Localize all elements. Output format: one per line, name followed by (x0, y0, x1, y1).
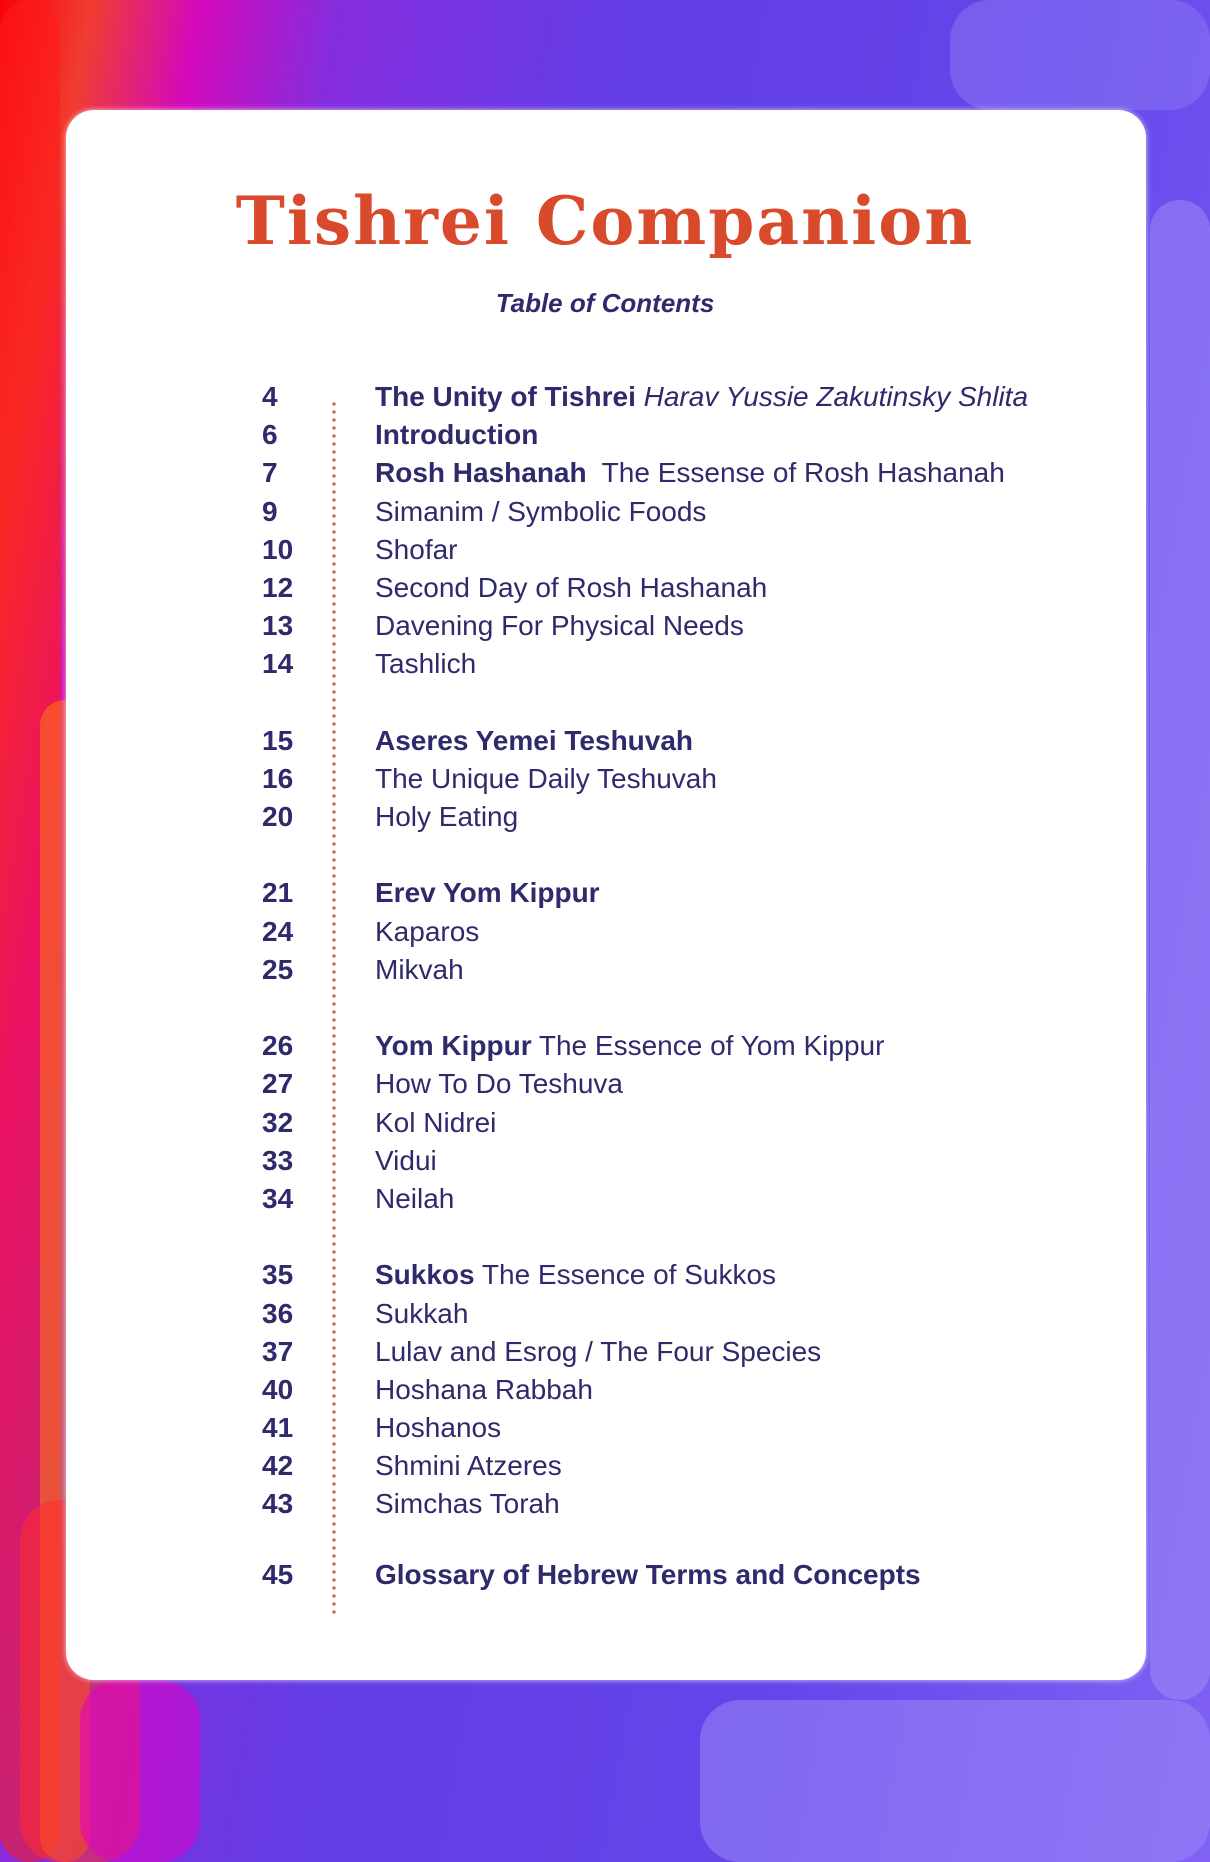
entry-title: Hoshanos (375, 1412, 502, 1444)
toc-entry[interactable] (262, 1065, 1062, 1103)
section-title: Aseres Yemei Teshuvah (375, 724, 694, 756)
entry-title: Kol Nidrei (375, 1106, 497, 1138)
entry-title: Second Day of Rosh Hashanah (375, 571, 768, 603)
entry-title: The Essence of Yom Kippur (538, 1030, 885, 1062)
page-number: 33 (262, 1144, 294, 1176)
entry-title: Shofar (375, 533, 458, 565)
page-number: 26 (262, 1030, 294, 1062)
toc-entry[interactable] (262, 760, 1062, 798)
table-of-contents (262, 378, 1062, 1594)
page-subtitle: Table of Contents (495, 288, 715, 318)
page-number: 43 (262, 1488, 294, 1520)
paint-streak (1150, 200, 1210, 1700)
entry-title: The Unique Daily Teshuvah (375, 762, 717, 794)
section-title: Sukkos (375, 1259, 475, 1291)
page-number: 37 (262, 1335, 294, 1367)
page-number: 20 (262, 801, 294, 833)
entry-title: Simchas Torah (375, 1488, 560, 1520)
page-number: 25 (262, 953, 294, 985)
toc-entry[interactable] (262, 493, 1062, 531)
page-number: 21 (262, 877, 294, 909)
page-number: 35 (262, 1259, 294, 1291)
paint-streak (700, 1700, 1210, 1862)
toc-entry[interactable] (262, 607, 1062, 645)
entry-title: Hoshana Rabbah (375, 1373, 593, 1405)
entry-title: How To Do Teshuva (375, 1068, 623, 1100)
section-title: Erev Yom Kippur (375, 877, 600, 909)
paint-streak (80, 1680, 200, 1862)
page-number: 24 (262, 915, 294, 947)
entry-title: Vidui (375, 1144, 437, 1176)
toc-entry[interactable] (262, 454, 1062, 492)
toc-entry[interactable] (262, 1295, 1062, 1333)
page-number: 16 (262, 762, 294, 794)
page-number: 32 (262, 1106, 294, 1138)
section-title: Introduction (375, 419, 539, 451)
toc-entry[interactable] (262, 1104, 1062, 1142)
toc-entry[interactable] (262, 1333, 1062, 1371)
toc-entry[interactable] (262, 798, 1062, 836)
author-name: Harav Yussie Zakutinsky Shlita (643, 381, 1029, 412)
toc-entry[interactable] (262, 569, 1062, 607)
page-number: 15 (262, 724, 294, 756)
page-number: 10 (262, 533, 294, 565)
toc-entry[interactable] (262, 1409, 1062, 1447)
toc-entry[interactable] (262, 1485, 1062, 1523)
page-number: 45 (262, 1558, 294, 1590)
entry-title: Mikvah (375, 953, 464, 985)
page-number: 4 (262, 381, 278, 412)
toc-entry[interactable] (262, 874, 1062, 912)
toc-entry[interactable] (262, 645, 1062, 683)
page-number: 36 (262, 1297, 294, 1329)
toc-entry[interactable] (262, 531, 1062, 569)
toc-entry[interactable] (262, 1556, 1062, 1594)
page-number: 7 (262, 457, 278, 489)
section-title: Rosh Hashanah (375, 457, 587, 489)
toc-entry[interactable] (262, 378, 1062, 416)
page-number: 41 (262, 1412, 294, 1444)
section-title: Yom Kippur (375, 1030, 532, 1062)
toc-entry[interactable] (262, 1447, 1062, 1485)
entry-title: Davening For Physical Needs (375, 610, 744, 642)
entry-title: The Essense of Rosh Hashanah (601, 457, 1005, 489)
page-number: 27 (262, 1068, 294, 1100)
entry-title: Holy Eating (375, 801, 519, 833)
page-number: 6 (262, 419, 278, 451)
toc-entry[interactable] (262, 1180, 1062, 1218)
entry-title: Neilah (375, 1182, 455, 1214)
page-number: 9 (262, 495, 278, 527)
page-title: Tishrei Companion (235, 182, 975, 260)
toc-entry[interactable] (262, 913, 1062, 951)
section-gap (262, 1524, 1062, 1556)
section-gap (262, 684, 1062, 722)
paint-streak (950, 0, 1210, 110)
page-number: 34 (262, 1182, 294, 1214)
page-number: 14 (262, 648, 294, 680)
toc-entry[interactable] (262, 1027, 1062, 1065)
entry-title: Lulav and Esrog / The Four Species (375, 1335, 822, 1367)
section-gap (262, 1218, 1062, 1256)
entry-title: Sukkah (375, 1297, 469, 1329)
section-title: Glossary of Hebrew Terms and Concepts (375, 1558, 921, 1590)
toc-entry[interactable] (262, 951, 1062, 989)
page-number: 42 (262, 1450, 294, 1482)
section-gap (262, 989, 1062, 1027)
entry-title: Simanim / Symbolic Foods (375, 495, 707, 527)
page-number: 13 (262, 610, 294, 642)
page-number: 12 (262, 571, 294, 603)
entry-title: Kaparos (375, 915, 480, 947)
entry-title: Shmini Atzeres (375, 1450, 562, 1482)
toc-entry[interactable] (262, 1371, 1062, 1409)
toc-entry[interactable] (262, 416, 1062, 454)
toc-entry[interactable] (262, 1256, 1062, 1294)
section-title: The Unity of Tishrei (375, 381, 636, 412)
toc-entry[interactable] (262, 1142, 1062, 1180)
entry-title: Tashlich (375, 648, 477, 680)
toc-entry[interactable] (262, 722, 1062, 760)
section-gap (262, 836, 1062, 874)
entry-title: The Essence of Sukkos (481, 1259, 777, 1291)
page-number: 40 (262, 1373, 294, 1405)
